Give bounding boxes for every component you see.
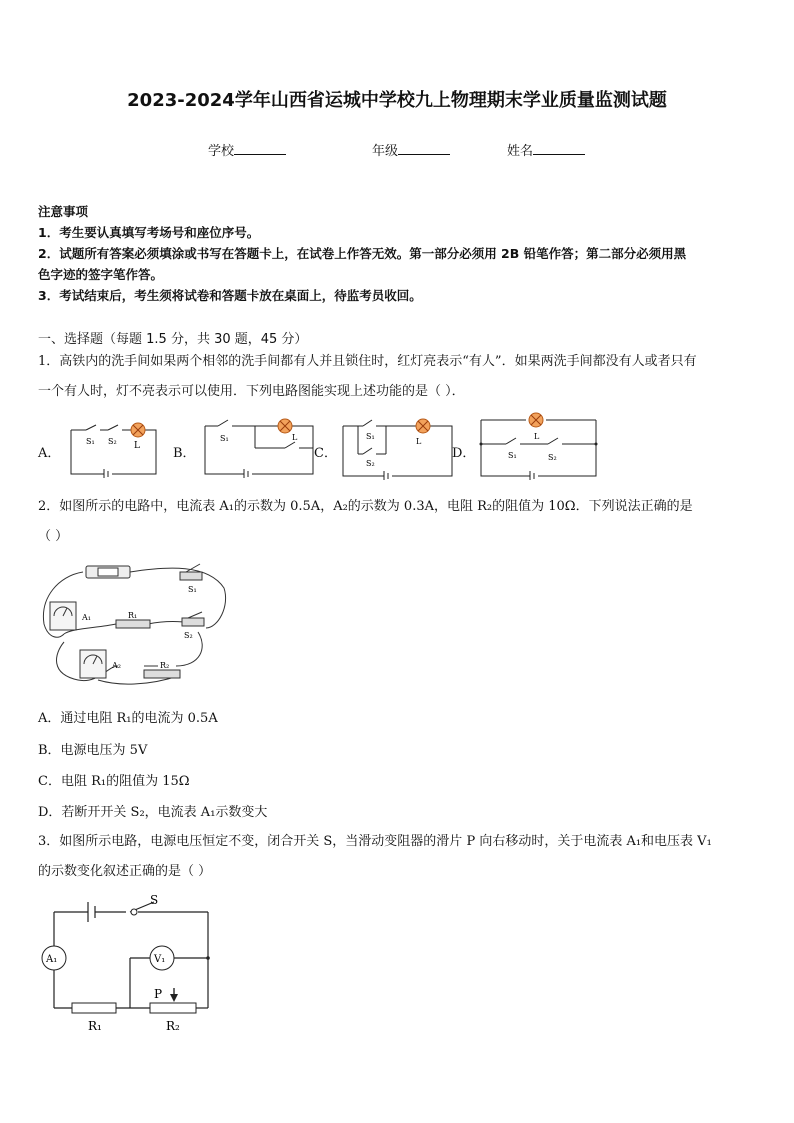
- q1-option-d-label[interactable]: D．: [452, 446, 476, 461]
- question-1: [38, 347, 758, 407]
- question-1-line1: 1．高铁内的洗手间如果两个相邻的洗手间都有人并且锁住时，红灯亮表示“有人”．如果两洗手间都没有人或者只有: [38, 354, 697, 369]
- question-1-line2: 一个有人时，灯不亮表示可以使用．下列电路图能实现上述功能的是（ ）．: [38, 384, 465, 399]
- resistor-r2-icon: [144, 670, 180, 678]
- s2-label: S₂: [548, 453, 557, 462]
- switch-s-label: S: [150, 893, 159, 907]
- notice-item: 3．考试结束后，考生须将试卷和答题卡放在桌面上，待监考员收回。: [38, 288, 422, 303]
- slider-p-icon: [170, 994, 178, 1002]
- page-title: 2023-2024学年山西省运城中学校九上物理期末学业质量监测试题: [127, 90, 667, 111]
- s1-label: S₁: [508, 451, 517, 460]
- grade-blank[interactable]: [398, 142, 450, 155]
- notice-item: 1．考生要认真填写考场号和座位序号。: [38, 225, 260, 240]
- name-blank[interactable]: [533, 142, 585, 155]
- question-3: [38, 827, 758, 887]
- s1-label: S₁: [86, 437, 95, 446]
- p-label: P: [154, 987, 163, 1001]
- resistor-r1-icon: [116, 620, 150, 628]
- notice-heading: 注意事项: [38, 204, 89, 219]
- q1-circuit-d: [476, 408, 600, 480]
- q1-circuit-a: [66, 420, 162, 478]
- lamp-label: L: [292, 433, 298, 442]
- s1-label: S₁: [188, 585, 197, 594]
- school-label: 学校: [208, 144, 235, 159]
- a1-label: A₁: [82, 613, 91, 622]
- r2-label: R₂: [160, 661, 170, 670]
- question-2: [38, 492, 758, 552]
- s2-label: S₂: [184, 631, 193, 640]
- rheostat-r2-icon: [150, 1003, 196, 1013]
- s1-label: S₁: [220, 434, 229, 443]
- notice-block: [38, 201, 758, 306]
- q1-circuit-b: [200, 414, 318, 478]
- question-3-line1: 3．如图所示电路，电源电压恒定不变，闭合开关 S，当滑动变阻器的滑片 P 向右移动时，关于电流表 A₁和电压表 V₁: [38, 834, 712, 849]
- r1-label: R₁: [88, 1019, 102, 1033]
- question-3-line2: 的示数变化叙述正确的是（ ）: [38, 864, 212, 879]
- resistor-r1-icon: [72, 1003, 116, 1013]
- r1-label: R₁: [128, 611, 138, 620]
- switch-s2-icon: [182, 618, 204, 626]
- q1-circuit-c: [338, 410, 458, 480]
- q2-choice-a[interactable]: A．通过电阻 R₁的电流为 0.5A: [38, 711, 218, 726]
- q2-physical-circuit: [38, 558, 228, 696]
- q1-option-b-label[interactable]: B．: [173, 446, 196, 461]
- v1-label: V₁: [154, 954, 166, 965]
- a1-label: A₁: [46, 954, 58, 965]
- q1-option-a-label[interactable]: A．: [38, 446, 61, 461]
- s1-label: S₁: [366, 432, 375, 441]
- notice-item: 色字迹的签字笔作答。: [38, 267, 164, 282]
- q2-choice-d[interactable]: D．若断开开关 S₂，电流表 A₁示数变大: [38, 805, 268, 820]
- grade-field[interactable]: [372, 140, 450, 159]
- a2-label: A₂: [112, 661, 121, 670]
- school-blank[interactable]: [234, 142, 286, 155]
- section-heading: 一、选择题（每题 1.5 分，共 30 题，45 分）: [38, 332, 308, 347]
- switch-s1-icon: [180, 572, 202, 580]
- q2-choice-c[interactable]: C．电阻 R₁的阻值为 15Ω: [38, 774, 190, 789]
- lamp-label: L: [534, 432, 540, 441]
- q1-option-c-label[interactable]: C．: [314, 446, 337, 461]
- question-2-line1: 2．如图所示的电路中，电流表 A₁的示数为 0.5A，A₂的示数为 0.3A，电阻 R₂的阻值为 10Ω．下列说法正确的是: [38, 499, 693, 514]
- lamp-label: L: [134, 441, 140, 451]
- notice-item: 2．试题所有答案必须填涂或书写在答题卡上，在试卷上作答无效。第一部分必须用 2B 铅笔作答；第二部分必须用黑: [38, 246, 687, 261]
- school-field[interactable]: [208, 140, 286, 159]
- r2-label: R₂: [166, 1019, 180, 1033]
- q2-choice-b[interactable]: B．电源电压为 5V: [38, 743, 148, 758]
- q3-circuit-diagram: [38, 890, 218, 1036]
- name-label: 姓名: [507, 144, 534, 159]
- name-field[interactable]: [507, 140, 585, 159]
- grade-label: 年级: [372, 144, 399, 159]
- s2-label: S₂: [108, 437, 117, 446]
- s2-label: S₂: [366, 459, 375, 468]
- lamp-label: L: [416, 437, 422, 446]
- question-2-line2: （ ）: [38, 529, 69, 544]
